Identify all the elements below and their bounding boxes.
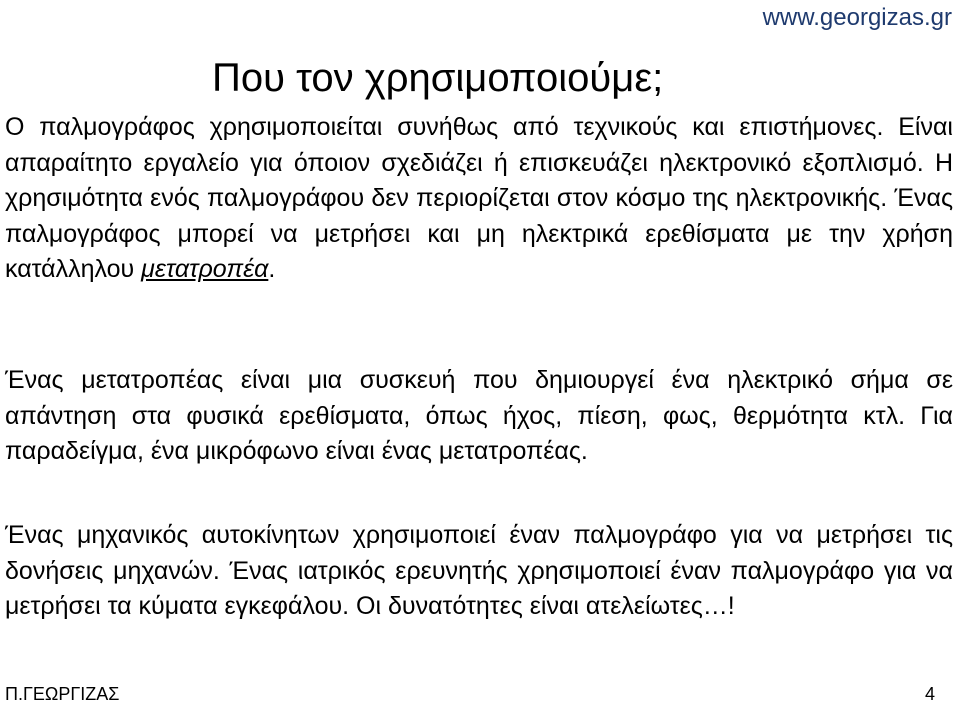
website-url: www.georgizas.gr: [762, 4, 952, 31]
paragraph-transducer-definition: Ένας μετατροπέας είναι μια συσκευή που δημιουργεί ένα ηλεκτρικό σήμα σε απάντηση στα φυσικά ερεθίσματα, όπως ήχος, πίεση, φως, θερμότητα κτλ. Για παραδείγμα, ένα μικρόφωνο είναι ένας μετατροπέας.: [5, 366, 953, 465]
slide-title: Που τον χρησιμοποιούμε;: [212, 56, 664, 100]
paragraph-examples: Ένας μηχανικός αυτοκίνητων χρησιμοποιεί έναν παλμογράφο για να μετρήσει τις δονήσεις μηχανών. Ένας ιατρικός ερευνητής χρησιμοποιεί έναν παλμογράφο για να μετρήσει τα κύματα εγκεφάλου. Οι δυνατότητες είναι ατελείωτες…!: [5, 521, 953, 620]
footer-page-number: 4: [924, 684, 935, 704]
transducer-term-link[interactable]: μετατροπέα: [141, 255, 269, 283]
footer-author: Π.ΓΕΩΡΓΙΖΑΣ: [5, 684, 120, 704]
paragraph-usage: [5, 110, 953, 288]
paragraph-usage-end: .: [268, 255, 276, 283]
paragraph-usage-text: Ο παλμογράφος χρησιμοποιείται συνήθως από τεχνικούς και επιστήμονες. Είναι απαραίτητο εργαλείο για όποιον σχεδιάζει ή επισκευάζει ηλεκτρονικό εξοπλισμό. Η χρησιμότητα ενός παλμογράφου δεν περιορίζεται στον κόσμο της ηλεκτρονικής. Ένας παλμογράφος μπορεί να μετρήσει και μη ηλεκτρικά ερεθίσματα με την χρήση κατάλληλου: [5, 113, 953, 283]
